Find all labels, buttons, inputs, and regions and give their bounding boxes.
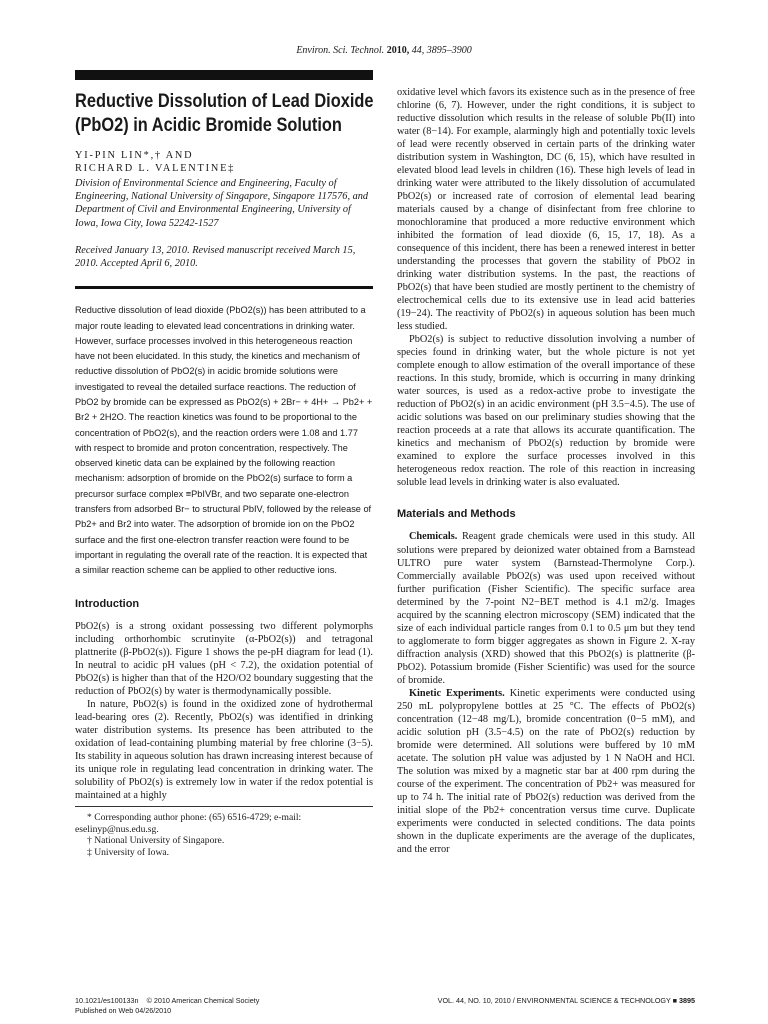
right-column [397, 86, 695, 856]
published-date: Published on Web 04/26/2010 [75, 1006, 172, 1015]
kinetic-text: Kinetic experiments were conducted using 250 mL polypropylene bottles at 25 °C. The effects of PbO2(s) concentration (12−48 mg/L), bromide concentration (0−5 mM), and acidic solution pH (3.5−4.5) on the rate of PbO2(s) reduction by bromide were determined. All solutions were buffered by 10 mM acetate. The solution pH value was adjusted by 1 N NaOH and HCl. The solution was mixed by a magnetic star bar at 400 rpm during the course of the experiment. The concentration of Pb2+ was measured for up to 74 h. The initial rate of PbO2(s) reduction was derived from the initial slope of the Pb2+ concentration versus time curve. Duplicate experiments were conducted in selected conditions. The data points shown in the duplicate experiments are the average of the duplicates, and the error [397, 687, 695, 855]
issue-info: VOL. 44, NO. 10, 2010 / ENVIRONMENTAL SCIENCE & TECHNOLOGY [437, 996, 671, 1005]
intro-heading: Introduction [75, 597, 140, 610]
article-title: Reductive Dissolution of Lead Dioxide (PbO2) in Acidic Bromide Solution [75, 90, 374, 136]
right-paragraph-1: oxidative level which favors its existence such as in the presence of free chlorine (6, 7). However, under the right conditions, it is subject to reductive dissolution which results in the release of soluble Pb(II) into water (8−14). For example, alarmingly high and potentially toxic levels of lead were recently observed in certain parts of the drinking water distribution system in Washington, DC (6, 15), which have resulted in elevated blood lead levels in children (16). These high levels of lead in drinking water were attributed to the likely dissolution of accumulated PbO2(s) or increased rate of corrosion of elemental lead bearing materials caused by a change of disinfectant from free chlorine to monochloramine that produced a more reductive environment which inhibited the formation of lead dioxide (6, 15, 17, 18). As a consequence of this incident, there has been a renewed interest in better understanding the processes that govern the stability of PbO2 in drinking water distribution systems. In the past, the reactions of PbO2(s) that have been studied are mostly pertinent to the chemistry of electrochemical cells due to its extensive use in lead acid batteries (19−24). The reactivity of PbO2(s) in aqueous solution has been much less studied. [397, 87, 695, 333]
left-column [75, 70, 373, 859]
abstract-divider [75, 286, 373, 289]
intro-paragraph-1: PbO2(s) is a strong oxidant possessing two different polymorphs including orthorhombic scrutinyite (α-PbO2(s)) and tetragonal plattnerite (β-PbO2(s)). Figure 1 shows the pe-pH diagram for lead (1). In neutral to acidic pH values (pH < 7.2), the oxidation potential of PbO2(s) is higher than that of the H2O/O2 boundary suggesting that the reduction of PbO2(s) by water is thermodynamically possible. [75, 620, 373, 697]
authors-line-2: RICHARD L. VALENTINE‡ [75, 163, 236, 174]
authors-line-1: YI-PIN LIN*,† AND [75, 150, 194, 161]
footnote-corresponding: * Corresponding author phone: (65) 6516-4729; e-mail: eselinyp@nus.edu.sg. [75, 812, 302, 835]
title-bar [75, 70, 373, 80]
footer-right [438, 996, 695, 1006]
footnote-rule [75, 806, 373, 807]
chemicals-label: Chemicals. [409, 531, 458, 543]
page-number: ■ 3895 [672, 996, 695, 1005]
copyright: © 2010 American Chemical Society [146, 996, 260, 1005]
kinetic-paragraph [397, 687, 695, 856]
journal-header [0, 45, 768, 56]
abstract: Reductive dissolution of lead dioxide (PbO2(s)) has been attributed to a major route leading to elevated lead concentrations in drinking water. However, surface processes involved in this heterogeneous reaction have not been elucidated. In this study, the kinetics and mechanism of reductive dissolution of PbO2(s) in acidic bromide solutions were investigated to reveal the detailed surface reactions. The reduction of PbO2 by bromide can be expressed as PbO2(s) + 2Br− + 4H+ → Pb2+ + Br2 + 2H2O. The reaction kinetics was found to be proportional to the concentration of PbO2(s), and the reaction orders were 1.08 and 1.77 with respect to bromide and proton concentration, respectively. The observed kinetic data can be explained by the following reaction mechanism: adsorption of bromide on the PbO2(s) surface to form a precursor surface complex ≡PbIVBr, and two separate one-electron transfers from adsorbed Br− to structural PbIV, followed by the release of Pb2+ and Br2 into water. The adsorption of bromide ion on the PbO2 surface and the first one-electron transfer reaction were found to be important in regulating the overall rate of the reaction. It is expected that a similar reaction scheme can be applied to other reductive ions. [75, 305, 373, 576]
intro-paragraph-2: In nature, PbO2(s) is found in the oxidized zone of hydrothermal lead-bearing ores (2). Recently, PbO2(s) was identified in drinking water distribution systems. Its presence has been attributed to the oxidation of lead-containing plumbing material by free chlorine (3−5). Its stability in aqueous solution has drawn increasing interest because of its unique role in regulating lead concentration in drinking water. The solubility of PbO2(s) is extremely low in water if the redox potential is maintained at a highly [75, 698, 373, 802]
journal-year: 2010, [386, 45, 410, 56]
footnote-nus: † National University of Singapore. [87, 835, 225, 847]
chemicals-paragraph [397, 530, 695, 686]
journal-name: Environ. Sci. Technol. [296, 45, 385, 56]
journal-pages: 3895–3900 [426, 45, 472, 56]
doi: 10.1021/es100133n [75, 996, 139, 1005]
affiliation: Division of Environmental Science and Engineering, Faculty of Engineering, National University of Singapore, Singapore 117576, and Department of Civil and Environmental Engineering, University of Iowa, Iowa City, Iowa 52242-1527 [75, 178, 369, 229]
authors [75, 149, 373, 175]
kinetic-label: Kinetic Experiments. [409, 687, 505, 699]
received-dates: Received January 13, 2010. Revised manuscript received March 15, 2010. Accepted April 6, 2010. [75, 244, 356, 270]
journal-volume: 44, [411, 45, 425, 56]
chemicals-text: Reagent grade chemicals were used in this study. All solutions were prepared by deionized water obtained from a Barnstead ULTRO pure water system (Barnstead-Thermolyne Corp.). Commercially available PbO2(s) was used upon received without further purification (Fisher Scientific). The specific surface area determined by the 7-point N2−BET method is 4.1 m2/g. Images acquired by the scanning electron microscopy (SEM) indicated that the size of each individual particle ranges from 0.1 to 0.5 μm but they tend to agglomerate to form bigger aggregates as shown in Figure 2. X-ray diffraction analysis (XRD) showed that this PbO2(s) is plattnerite (β-PbO2). Potassium bromide (Fisher Scientific) was used for the source of bromide. [397, 531, 695, 686]
methods-heading: Materials and Methods [397, 508, 516, 521]
footnotes [75, 812, 373, 858]
footer-left [75, 996, 259, 1016]
footnote-iowa: ‡ University of Iowa. [87, 847, 170, 858]
right-paragraph-2: PbO2(s) is subject to reductive dissolution involving a number of species found in drinking water, but the whole picture is not yet complete enough to allow estimation of the overall importance of these reactions. In this study, bromide, which is occurring in many drinking water sources, is used as a redox-active probe to investigate the reduction of PbO2(s) in an acidic environment (pH 3.5−4.5). The use of acidic solutions was based on our preliminary studies showing that the reaction proceeds at a rate that allows its accurate quantification. The kinetics and mechanism of PbO2(s) reduction by bromide were examined to explore the surface processes involved in this heterogeneous redox reaction. The role of this reaction in increasing soluble lead levels in drinking water is also evaluated. [397, 334, 695, 489]
